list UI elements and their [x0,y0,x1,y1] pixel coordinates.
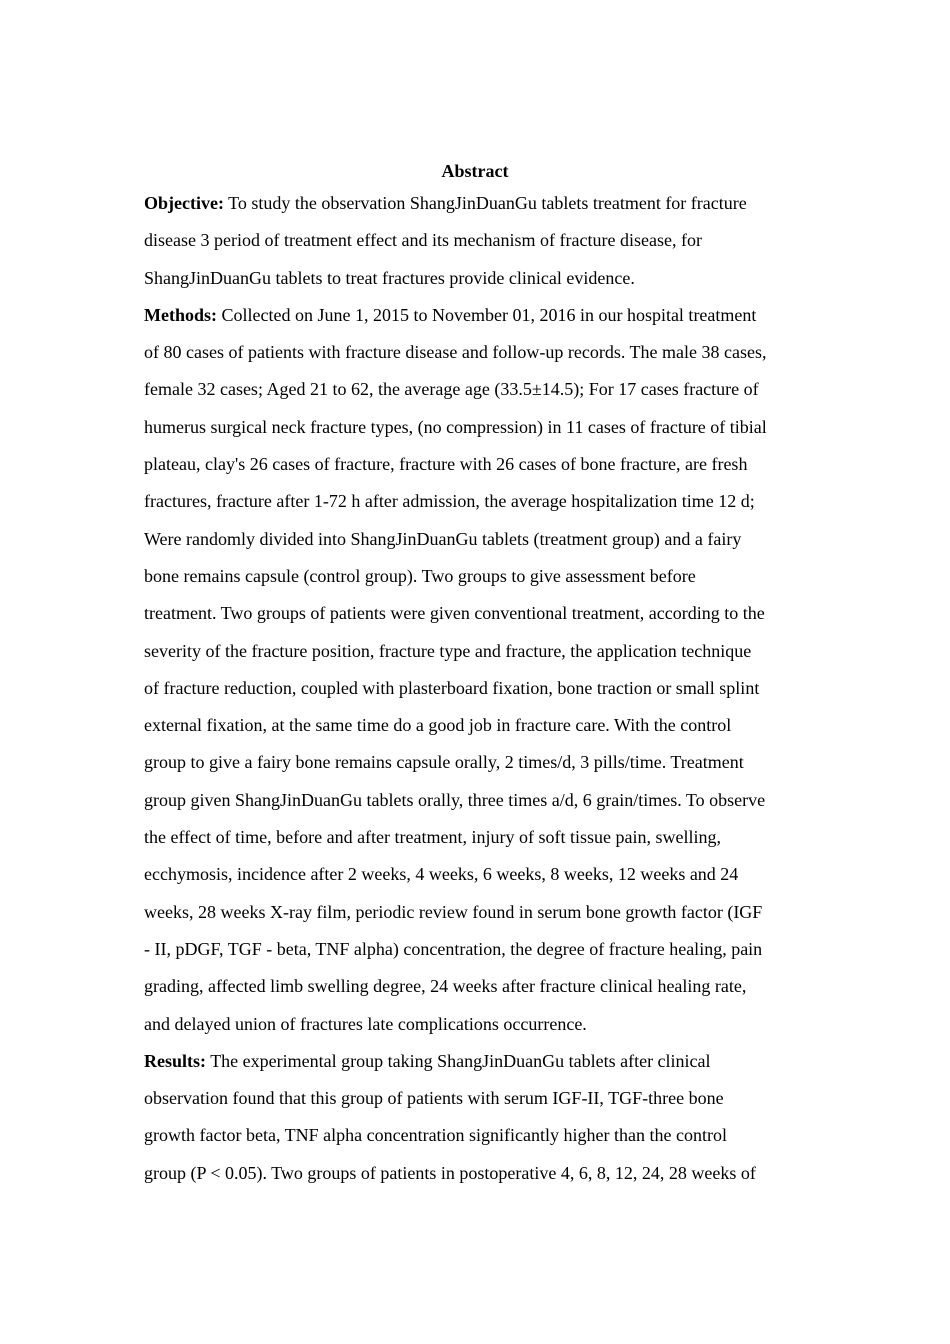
text-line [144,638,806,675]
line-text: group given ShangJinDuanGu tablets orally, three times a/d, 6 grain/times. To observe [144,789,766,810]
abstract-page [144,158,806,1197]
text-line [144,451,806,488]
line-text: ShangJinDuanGu tablets to treat fractures provide clinical evidence. [144,267,635,288]
text-line [144,227,806,264]
line-text: of fracture reduction, coupled with plasterboard fixation, bone traction or small splint [144,677,760,698]
line-text: female 32 cases; Aged 21 to 62, the average age (33.5±14.5); For 17 cases fracture of [144,379,759,400]
text-line [144,675,806,712]
line-text: grading, affected limb swelling degree, 24 weeks after fracture clinical healing rate, [144,976,747,997]
text-line [144,712,806,749]
text-line [144,973,806,1010]
paragraph-objective [144,190,806,302]
text-line [144,861,806,898]
line-text: - II, pDGF, TGF - beta, TNF alpha) concentration, the degree of fracture healing, pain [144,938,763,959]
line-text: To study the observation ShangJinDuanGu tablets treatment for fracture [228,193,747,213]
line-text: disease 3 period of treatment effect and its mechanism of fracture disease, for [144,230,702,251]
text-line [144,1122,806,1159]
text-line [144,414,806,451]
text-line [144,376,806,413]
line-text: observation found that this group of patients with serum IGF-II, TGF-three bone [144,1088,724,1109]
line-text: fractures, fracture after 1-72 h after admission, the average hospitalization time 12 d; [144,491,755,512]
abstract-body [144,190,806,1197]
line-text: treatment. Two groups of patients were given conventional treatment, according to the [144,603,765,624]
line-text: and delayed union of fractures late complications occurrence. [144,1013,587,1034]
section-label: Objective: [144,193,224,213]
line-text: The experimental group taking ShangJinDuanGu tablets after clinical [210,1050,711,1071]
line-text: group to give a fairy bone remains capsule orally, 2 times/d, 3 pills/time. Treatment [144,752,744,773]
line-text: group (P < 0.05). Two groups of patients in postoperative 4, 6, 8, 12, 24, 28 weeks of [144,1162,756,1183]
line-text: ecchymosis, incidence after 2 weeks, 4 weeks, 6 weeks, 8 weeks, 12 weeks and 24 [144,864,739,885]
text-line [144,600,806,637]
section-label: Methods: [144,304,217,325]
line-text: external fixation, at the same time do a good job in fracture care. With the control [144,715,732,736]
line-text: weeks, 28 weeks X-ray film, periodic review found in serum bone growth factor (IGF [144,901,763,922]
line-text: growth factor beta, TNF alpha concentration significantly higher than the control [144,1125,727,1146]
text-line [144,190,806,227]
text-line [144,1085,806,1122]
line-text: Were randomly divided into ShangJinDuanGu tablets (treatment group) and a fairy [144,528,742,549]
text-line [144,1011,806,1048]
section-label: Results: [144,1050,206,1071]
text-line [144,824,806,861]
text-line [144,339,806,376]
line-text: Collected on June 1, 2015 to November 01, 2016 in our hospital treatment [221,304,757,325]
paragraph-methods [144,302,806,1048]
paragraph-results [144,1048,806,1197]
text-line [144,526,806,563]
line-text: the effect of time, before and after treatment, injury of soft tissue pain, swelling, [144,827,721,848]
text-line [144,563,806,600]
line-text: plateau, clay's 26 cases of fracture, fracture with 26 cases of bone fracture, are fresh [144,454,748,475]
text-line [144,488,806,525]
abstract-title: Abstract [441,161,509,181]
text-line [144,899,806,936]
text-line [144,265,806,302]
text-line [144,787,806,824]
text-line [144,1160,806,1197]
text-line [144,302,806,339]
line-text: severity of the fracture position, fracture type and fracture, the application technique [144,640,752,661]
text-line [144,1048,806,1085]
line-text: bone remains capsule (control group). Two groups to give assessment before [144,565,696,586]
text-line [144,749,806,786]
line-text: humerus surgical neck fracture types, (no compression) in 11 cases of fracture of tibial [144,416,767,437]
line-text: of 80 cases of patients with fracture disease and follow-up records. The male 38 cases, [144,342,767,363]
text-line [144,936,806,973]
